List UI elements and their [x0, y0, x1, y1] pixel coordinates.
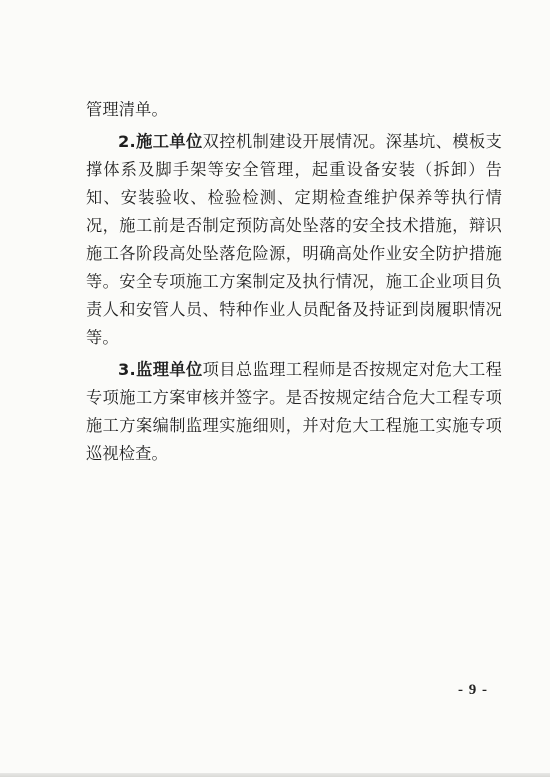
document-body: [86, 96, 502, 472]
continuation-paragraph: [86, 96, 502, 124]
continuation-text: 管理清单。: [86, 100, 168, 119]
item-text-supervision-unit: 项目总监理工程师是否按规定对危大工程专项施工方案审核并签字。是否按规定结合危大工程专项施工方案编制监理实施细则，并对危大工程施工实施专项巡视检查。: [86, 360, 502, 463]
scan-bottom-edge: [0, 773, 550, 777]
item-text-construction-unit: 双控机制建设开展情况。深基坑、模板支撑体系及脚手架等安全管理，起重设备安装（拆卸）告知、安装验收、检验检测、定期检查维护保养等执行情况，施工前是否制定预防高处坠落的安全技术措施，辩识施工各阶段高处坠落危险源，明确高处作业安全防护措施等。安全专项施工方案制定及执行情况，施工企业项目负责人和安管人员、特种作业人员配备及持证到岗履职情况等。: [86, 132, 502, 347]
paragraph-construction-unit: [86, 128, 502, 352]
item-lead-supervision-unit: 3.监理单位: [118, 360, 203, 379]
item-lead-construction-unit: 2.施工单位: [118, 132, 203, 151]
page-number: - 9 -: [458, 682, 488, 698]
paragraph-supervision-unit: [86, 356, 502, 468]
